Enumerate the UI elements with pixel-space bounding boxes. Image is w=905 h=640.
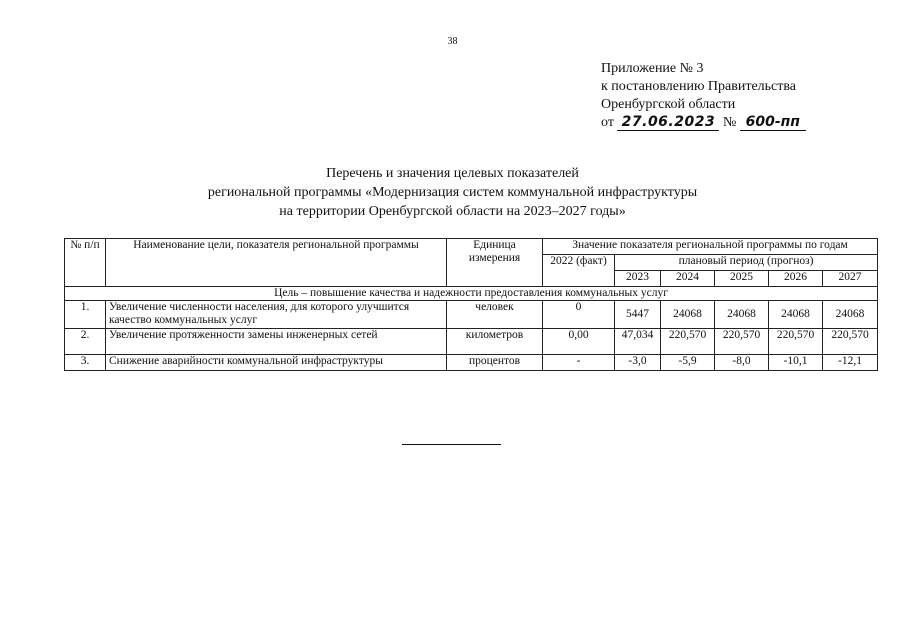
goal-text: Цель – повышение качества и надежности предоставления коммунальных услуг: [65, 287, 878, 301]
row-value: 24068: [715, 301, 769, 329]
row-value: 24068: [769, 301, 823, 329]
header-name: Наименование цели, показателя региональной программы: [106, 239, 447, 287]
row-value: -12,1: [823, 355, 878, 371]
appendix-date-line: [601, 114, 806, 132]
row-value: -5,9: [661, 355, 715, 371]
header-unit: Единица измерения: [447, 239, 543, 287]
table-row: [65, 355, 878, 371]
header-plan-period: плановый период (прогноз): [615, 255, 878, 271]
handwritten-number: 600-пп: [740, 115, 806, 131]
row-value: -8,0: [715, 355, 769, 371]
table-row: [65, 301, 878, 329]
header-row-1: [65, 239, 878, 255]
row-unit: человек: [447, 301, 543, 329]
row-number: 1.: [65, 301, 106, 329]
closing-rule: [402, 444, 501, 445]
row-number: 2.: [65, 329, 106, 355]
row-value: 220,570: [715, 329, 769, 355]
row-value: 220,570: [823, 329, 878, 355]
document-title: [0, 164, 905, 221]
row-unit: процентов: [447, 355, 543, 371]
row-name: Снижение аварийности коммунальной инфраструктуры: [106, 355, 447, 371]
header-values-group: Значение показателя региональной программы по годам: [543, 239, 878, 255]
row-value: -10,1: [769, 355, 823, 371]
row-value: 47,034: [615, 329, 661, 355]
appendix-line-2: к постановлению Правительства: [601, 79, 797, 94]
header-year: 2023: [615, 271, 661, 287]
row-value: 220,570: [769, 329, 823, 355]
header-year: 2025: [715, 271, 769, 287]
targets-table: [64, 238, 878, 371]
handwritten-date: 27.06.2023: [617, 115, 719, 131]
page-number: 38: [447, 36, 458, 47]
row-base-value: -: [543, 355, 615, 371]
row-value: 24068: [823, 301, 878, 329]
title-line-3: на территории Оренбургской области на 2023–2027 годы»: [279, 204, 626, 219]
date-prefix: от: [601, 115, 614, 130]
row-value: 24068: [661, 301, 715, 329]
header-year: 2027: [823, 271, 878, 287]
title-line-2: региональной программы «Модернизация систем коммунальной инфраструктуры: [207, 185, 698, 200]
row-base-value: 0: [543, 301, 615, 329]
appendix-line-3: Оренбургской области: [601, 97, 736, 112]
row-unit: километров: [447, 329, 543, 355]
row-name: Увеличение протяженности замены инженерных сетей: [106, 329, 447, 355]
row-value: 220,570: [661, 329, 715, 355]
row-value: 5447: [615, 301, 661, 329]
row-name: Увеличение численности населения, для которого улучшится качество коммунальных услуг: [106, 301, 447, 329]
row-value: -3,0: [615, 355, 661, 371]
row-base-value: 0,00: [543, 329, 615, 355]
title-line-1: Перечень и значения целевых показателей: [326, 166, 579, 181]
appendix-block: [601, 60, 806, 132]
appendix-line-1: Приложение № 3: [601, 61, 704, 76]
header-number: № п/п: [65, 239, 106, 287]
goal-row: [65, 287, 878, 301]
row-number: 3.: [65, 355, 106, 371]
header-year: 2026: [769, 271, 823, 287]
header-year: 2024: [661, 271, 715, 287]
header-base-year: 2022 (факт): [543, 255, 615, 287]
number-prefix: №: [722, 115, 737, 130]
table-row: [65, 329, 878, 355]
